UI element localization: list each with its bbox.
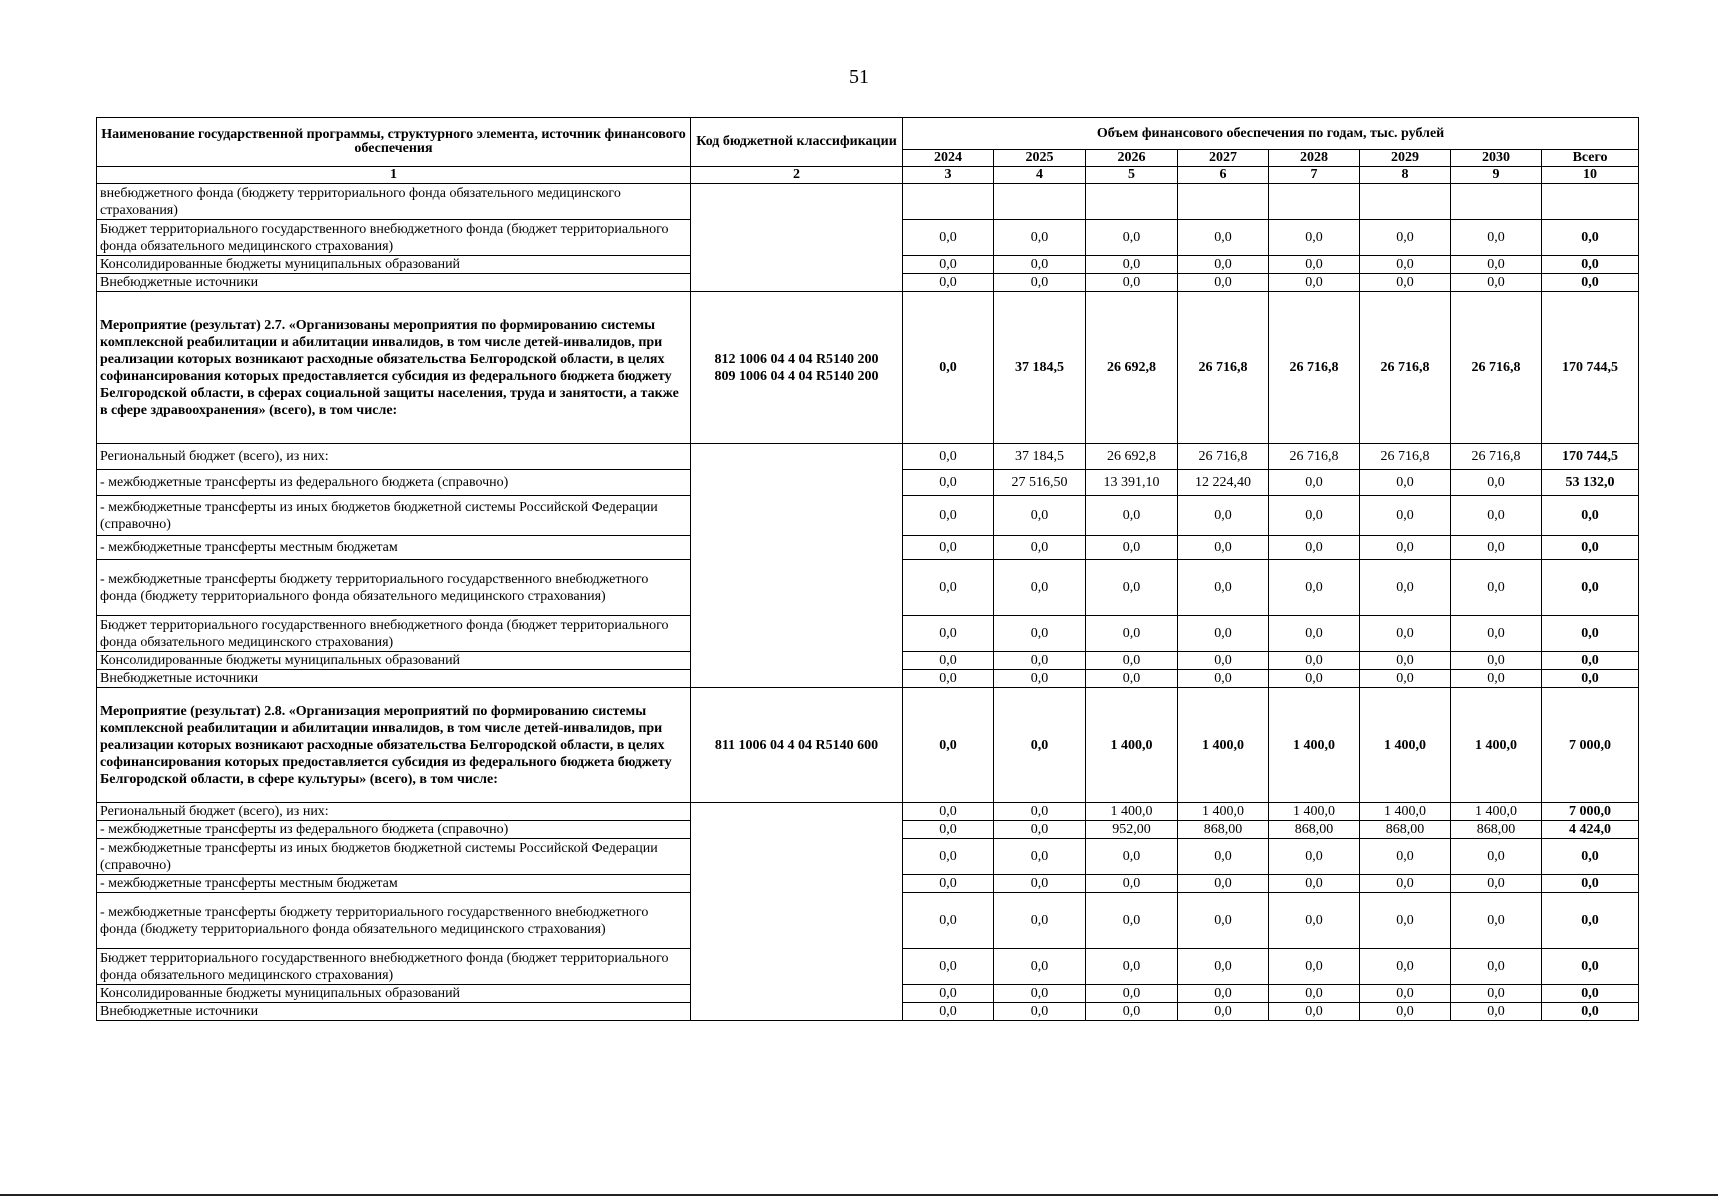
row-value: 0,0: [1360, 560, 1451, 616]
row-value: 0,0: [1178, 670, 1269, 688]
row-value: 0,0: [903, 616, 994, 652]
row-total: 7 000,0: [1542, 688, 1639, 803]
row-value: 1 400,0: [1086, 688, 1178, 803]
row-value: 0,0: [994, 875, 1086, 893]
column-number: 1: [97, 167, 691, 184]
row-value: 0,0: [994, 839, 1086, 875]
row-value: 0,0: [903, 220, 994, 256]
row-total: 170 744,5: [1542, 292, 1639, 444]
row-value: 0,0: [1360, 949, 1451, 985]
row-value: 1 400,0: [1360, 688, 1451, 803]
row-value: [1269, 184, 1360, 220]
row-total: 0,0: [1542, 496, 1639, 536]
row-value: 0,0: [903, 274, 994, 292]
row-value: 0,0: [1178, 1003, 1269, 1021]
row-value: 0,0: [1178, 536, 1269, 560]
row-total: 0,0: [1542, 560, 1639, 616]
row-total: 0,0: [1542, 274, 1639, 292]
row-name: - межбюджетные трансферты из иных бюджетов бюджетной системы Российской Федерации (справочно): [97, 839, 691, 875]
row-value: 1 400,0: [1451, 688, 1542, 803]
row-value: 0,0: [1269, 652, 1360, 670]
row-value: 0,0: [994, 803, 1086, 821]
row-value: 0,0: [1086, 560, 1178, 616]
row-total: 0,0: [1542, 1003, 1639, 1021]
row-value: 0,0: [1360, 875, 1451, 893]
row-value: 0,0: [903, 821, 994, 839]
row-value: 0,0: [1086, 220, 1178, 256]
row-value: 0,0: [1086, 839, 1178, 875]
row-value: 0,0: [903, 893, 994, 949]
row-value: 0,0: [903, 839, 994, 875]
row-value: 0,0: [1451, 949, 1542, 985]
row-value: 0,0: [1451, 470, 1542, 496]
row-value: 0,0: [1360, 893, 1451, 949]
row-value: 26 716,8: [1360, 292, 1451, 444]
row-total: 0,0: [1542, 949, 1639, 985]
row-value: 0,0: [1178, 652, 1269, 670]
row-value: 26 716,8: [1269, 292, 1360, 444]
row-value: 0,0: [1269, 560, 1360, 616]
column-number: 3: [903, 167, 994, 184]
row-total: 0,0: [1542, 652, 1639, 670]
row-value: 0,0: [1360, 496, 1451, 536]
row-value: [994, 184, 1086, 220]
row-value: 26 716,8: [1451, 292, 1542, 444]
row-value: 0,0: [1451, 1003, 1542, 1021]
row-value: 26 716,8: [1451, 444, 1542, 470]
row-value: 0,0: [994, 821, 1086, 839]
row-value: 1 400,0: [1360, 803, 1451, 821]
row-name: Бюджет территориального государственного внебюджетного фонда (бюджет территориального фонда обязательного медицинского страхования): [97, 220, 691, 256]
row-name: Бюджет территориального государственного внебюджетного фонда (бюджет территориального фонда обязательного медицинского страхования): [97, 949, 691, 985]
budget-code: 812 1006 04 4 04 R5140 200 809 1006 04 4 04 R5140 200: [691, 292, 903, 444]
column-number: 6: [1178, 167, 1269, 184]
row-name: внебюджетного фонда (бюджету территориального фонда обязательного медицинского страхования): [97, 184, 691, 220]
column-number: 7: [1269, 167, 1360, 184]
row-value: 0,0: [903, 652, 994, 670]
budget-code-empty: [691, 184, 903, 292]
header-name: Наименование государственной программы, структурного элемента, источник финансового обеспечения: [97, 118, 691, 167]
row-value: 0,0: [903, 536, 994, 560]
row-total: 0,0: [1542, 256, 1639, 274]
row-value: 0,0: [994, 616, 1086, 652]
row-name: Мероприятие (результат) 2.7. «Организованы мероприятия по формированию системы комплексной реабилитации и абилитации инвалидов, в том числе детей-инвалидов, при реализации которых возникают расходные обязательства Белгородской области, в целях софинансирования которых предоставляется субсидия из федерального бюджета бюджету Белгородской области, в сферах социальной защиты населения, труда и занятости, а также в сфере здравоохранения» (всего), в том числе:: [97, 292, 691, 444]
row-total: 53 132,0: [1542, 470, 1639, 496]
row-value: 0,0: [1451, 875, 1542, 893]
row-value: 26 692,8: [1086, 292, 1178, 444]
row-value: 0,0: [1360, 616, 1451, 652]
row-name: Бюджет территориального государственного внебюджетного фонда (бюджет территориального фонда обязательного медицинского страхования): [97, 616, 691, 652]
row-value: [1086, 184, 1178, 220]
row-value: 0,0: [1360, 220, 1451, 256]
row-value: 0,0: [1086, 274, 1178, 292]
header-total: Всего: [1542, 150, 1639, 167]
budget-table: [96, 117, 1639, 1021]
row-total: 0,0: [1542, 875, 1639, 893]
row-value: 0,0: [903, 444, 994, 470]
column-number: 9: [1451, 167, 1542, 184]
row-value: 868,00: [1269, 821, 1360, 839]
header-year: 2024: [903, 150, 994, 167]
row-value: 0,0: [1178, 274, 1269, 292]
budget-code-empty: [691, 803, 903, 1021]
row-value: 0,0: [1269, 670, 1360, 688]
row-value: 0,0: [994, 560, 1086, 616]
table-row: [97, 803, 1639, 821]
row-value: 0,0: [1451, 256, 1542, 274]
table-row: [97, 444, 1639, 470]
row-value: 0,0: [1451, 536, 1542, 560]
row-value: 1 400,0: [1269, 803, 1360, 821]
row-total: 4 424,0: [1542, 821, 1639, 839]
row-value: 0,0: [1269, 949, 1360, 985]
row-value: 0,0: [1360, 1003, 1451, 1021]
row-value: 0,0: [903, 670, 994, 688]
row-name: Внебюджетные источники: [97, 274, 691, 292]
row-value: 1 400,0: [1178, 803, 1269, 821]
row-value: 0,0: [1451, 560, 1542, 616]
row-value: 0,0: [1451, 652, 1542, 670]
row-value: 0,0: [994, 1003, 1086, 1021]
row-value: 0,0: [1269, 220, 1360, 256]
row-value: 0,0: [1269, 839, 1360, 875]
row-value: 0,0: [903, 985, 994, 1003]
row-value: 0,0: [1178, 220, 1269, 256]
row-value: 0,0: [903, 496, 994, 536]
budget-code: 811 1006 04 4 04 R5140 600: [691, 688, 903, 803]
row-value: 868,00: [1178, 821, 1269, 839]
row-value: 0,0: [1178, 496, 1269, 536]
row-total: 0,0: [1542, 985, 1639, 1003]
row-name: Мероприятие (результат) 2.8. «Организация мероприятий по формированию системы комплексной реабилитации и абилитации инвалидов, в том числе детей-инвалидов, при реализации которых возникают расходные обязательства Белгородской области, в целях софинансирования которых предоставляется субсидия из федерального бюджета бюджету Белгородской области, в сфере культуры» (всего), в том числе:: [97, 688, 691, 803]
row-total: 0,0: [1542, 893, 1639, 949]
row-value: 0,0: [1360, 839, 1451, 875]
table-row: [97, 184, 1639, 220]
row-value: 0,0: [1086, 496, 1178, 536]
column-number: 8: [1360, 167, 1451, 184]
row-value: 0,0: [994, 256, 1086, 274]
row-value: 0,0: [1178, 839, 1269, 875]
row-name: Региональный бюджет (всего), из них:: [97, 444, 691, 470]
row-value: 868,00: [1451, 821, 1542, 839]
row-value: 0,0: [903, 292, 994, 444]
row-value: 0,0: [1178, 616, 1269, 652]
row-total: [1542, 184, 1639, 220]
row-value: 0,0: [1360, 274, 1451, 292]
row-value: 0,0: [1360, 652, 1451, 670]
row-value: 0,0: [1451, 839, 1542, 875]
row-value: 26 716,8: [1360, 444, 1451, 470]
row-total: 0,0: [1542, 616, 1639, 652]
row-value: 0,0: [1269, 893, 1360, 949]
header-year: 2025: [994, 150, 1086, 167]
header-code: Код бюджетной классификации: [691, 118, 903, 167]
row-value: 0,0: [1178, 875, 1269, 893]
row-value: 13 391,10: [1086, 470, 1178, 496]
row-value: 1 400,0: [1269, 688, 1360, 803]
header-year: 2030: [1451, 150, 1542, 167]
row-value: 0,0: [1451, 496, 1542, 536]
row-value: 0,0: [1451, 220, 1542, 256]
row-value: 0,0: [1086, 985, 1178, 1003]
row-value: 0,0: [994, 496, 1086, 536]
row-value: 0,0: [1086, 949, 1178, 985]
row-total: 0,0: [1542, 536, 1639, 560]
budget-code-empty: [691, 444, 903, 688]
row-value: 0,0: [1269, 496, 1360, 536]
row-value: 0,0: [1086, 670, 1178, 688]
header-year: 2027: [1178, 150, 1269, 167]
row-value: 0,0: [1086, 875, 1178, 893]
row-value: [903, 184, 994, 220]
row-value: 0,0: [1086, 616, 1178, 652]
row-name: Консолидированные бюджеты муниципальных образований: [97, 652, 691, 670]
row-value: 0,0: [994, 652, 1086, 670]
row-value: [1360, 184, 1451, 220]
row-value: 1 400,0: [1451, 803, 1542, 821]
row-total: 0,0: [1542, 220, 1639, 256]
column-number: 4: [994, 167, 1086, 184]
row-value: 37 184,5: [994, 444, 1086, 470]
row-value: 26 716,8: [1178, 444, 1269, 470]
row-value: 26 716,8: [1178, 292, 1269, 444]
row-name: - межбюджетные трансферты бюджету территориального государственного внебюджетного фонда (бюджету территориального фонда обязательного медицинского страхования): [97, 560, 691, 616]
column-number: 5: [1086, 167, 1178, 184]
row-value: 0,0: [903, 256, 994, 274]
row-value: 0,0: [994, 220, 1086, 256]
row-value: 0,0: [1269, 875, 1360, 893]
row-name: Консолидированные бюджеты муниципальных образований: [97, 256, 691, 274]
row-value: 0,0: [1269, 274, 1360, 292]
row-value: 0,0: [903, 875, 994, 893]
row-value: 0,0: [994, 274, 1086, 292]
row-value: 0,0: [994, 536, 1086, 560]
row-name: Внебюджетные источники: [97, 1003, 691, 1021]
row-value: 0,0: [1086, 893, 1178, 949]
row-value: 0,0: [903, 470, 994, 496]
row-name: Внебюджетные источники: [97, 670, 691, 688]
row-value: 0,0: [1269, 256, 1360, 274]
row-value: [1178, 184, 1269, 220]
row-total: 170 744,5: [1542, 444, 1639, 470]
row-value: 868,00: [1360, 821, 1451, 839]
row-value: 26 692,8: [1086, 444, 1178, 470]
row-value: 0,0: [1451, 893, 1542, 949]
row-value: 0,0: [1269, 1003, 1360, 1021]
header-year: 2029: [1360, 150, 1451, 167]
row-value: [1451, 184, 1542, 220]
row-value: 0,0: [1269, 985, 1360, 1003]
row-value: 0,0: [1451, 274, 1542, 292]
row-value: 0,0: [994, 688, 1086, 803]
row-value: 1 400,0: [1178, 688, 1269, 803]
row-value: 0,0: [1178, 949, 1269, 985]
row-name: - межбюджетные трансферты местным бюджетам: [97, 875, 691, 893]
row-value: 0,0: [1178, 560, 1269, 616]
row-value: 0,0: [1360, 985, 1451, 1003]
row-value: 0,0: [994, 949, 1086, 985]
header-volume: Объем финансового обеспечения по годам, тыс. рублей: [903, 118, 1639, 150]
row-value: 0,0: [903, 560, 994, 616]
row-value: 952,00: [1086, 821, 1178, 839]
row-value: 0,0: [1451, 616, 1542, 652]
row-value: 0,0: [994, 985, 1086, 1003]
table-row: [97, 292, 1639, 444]
row-name: - межбюджетные трансферты из федерального бюджета (справочно): [97, 821, 691, 839]
row-value: 0,0: [1178, 985, 1269, 1003]
row-name: - межбюджетные трансферты бюджету территориального государственного внебюджетного фонда (бюджету территориального фонда обязательного медицинского страхования): [97, 893, 691, 949]
row-value: 0,0: [1269, 470, 1360, 496]
row-name: Региональный бюджет (всего), из них:: [97, 803, 691, 821]
row-value: 26 716,8: [1269, 444, 1360, 470]
row-value: 0,0: [994, 670, 1086, 688]
header-year: 2028: [1269, 150, 1360, 167]
row-value: 0,0: [1086, 256, 1178, 274]
row-value: 0,0: [1178, 256, 1269, 274]
row-value: 0,0: [1360, 536, 1451, 560]
column-number: 2: [691, 167, 903, 184]
row-value: 0,0: [903, 688, 994, 803]
row-value: 37 184,5: [994, 292, 1086, 444]
scan-edge-line: [0, 1194, 1718, 1196]
row-value: 0,0: [1178, 893, 1269, 949]
row-total: 0,0: [1542, 839, 1639, 875]
row-value: 1 400,0: [1086, 803, 1178, 821]
row-value: 0,0: [1269, 536, 1360, 560]
table-row: [97, 688, 1639, 803]
row-value: 0,0: [1086, 1003, 1178, 1021]
row-total: 7 000,0: [1542, 803, 1639, 821]
row-value: 0,0: [903, 1003, 994, 1021]
row-value: 0,0: [1086, 536, 1178, 560]
row-value: 0,0: [1451, 670, 1542, 688]
row-name: Консолидированные бюджеты муниципальных образований: [97, 985, 691, 1003]
row-name: - межбюджетные трансферты из федерального бюджета (справочно): [97, 470, 691, 496]
row-value: 27 516,50: [994, 470, 1086, 496]
row-value: 0,0: [1269, 616, 1360, 652]
row-value: 12 224,40: [1178, 470, 1269, 496]
column-number: 10: [1542, 167, 1639, 184]
row-value: 0,0: [994, 893, 1086, 949]
page-number: 51: [849, 66, 869, 88]
row-value: 0,0: [1086, 652, 1178, 670]
row-value: 0,0: [903, 949, 994, 985]
row-value: 0,0: [1360, 670, 1451, 688]
row-name: - межбюджетные трансферты местным бюджетам: [97, 536, 691, 560]
row-value: 0,0: [1451, 985, 1542, 1003]
row-value: 0,0: [1360, 256, 1451, 274]
row-value: 0,0: [1360, 470, 1451, 496]
row-name: - межбюджетные трансферты из иных бюджетов бюджетной системы Российской Федерации (справочно): [97, 496, 691, 536]
row-value: 0,0: [903, 803, 994, 821]
row-total: 0,0: [1542, 670, 1639, 688]
header-year: 2026: [1086, 150, 1178, 167]
